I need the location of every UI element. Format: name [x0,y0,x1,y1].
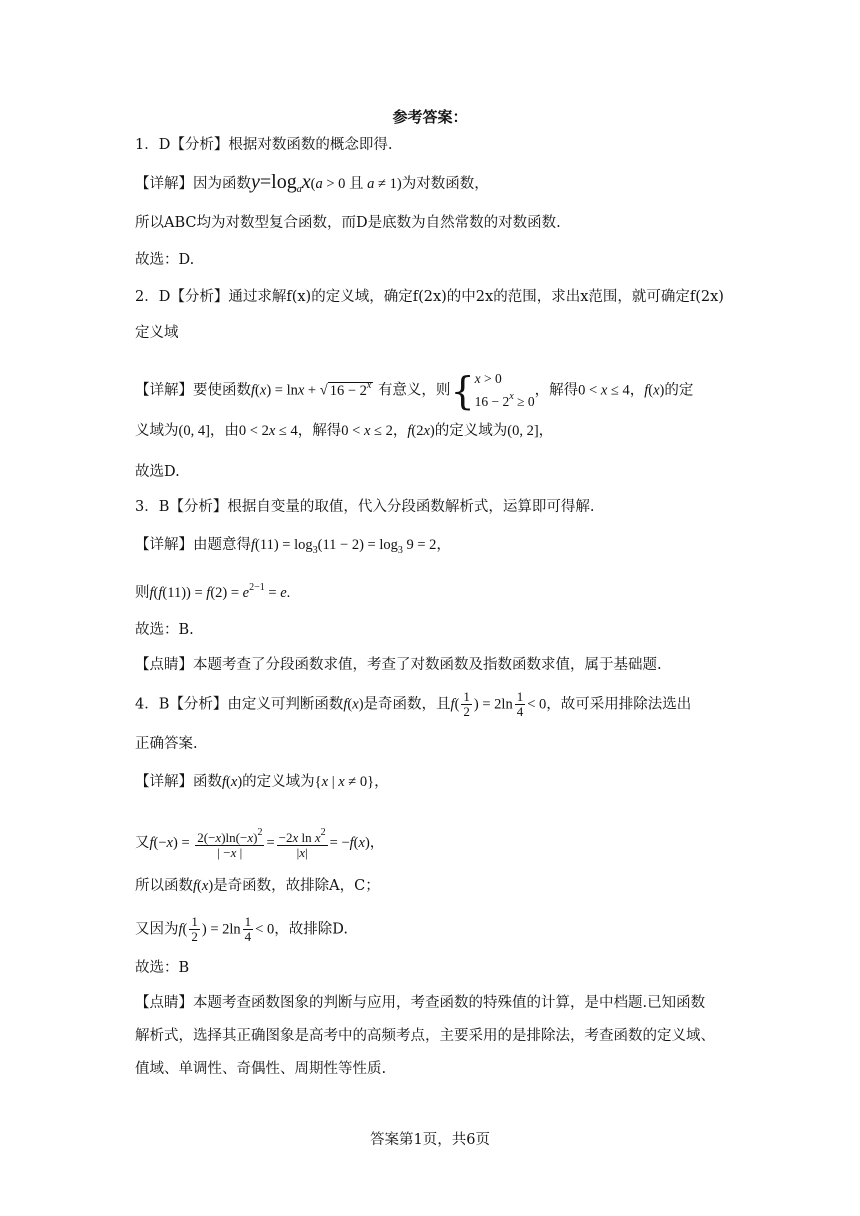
q4-exclude-d: 又因为f( $\frac{1}{2}$ ) = 2ln $\frac{1}{4}$ < 0，故排除D. [135,914,348,944]
q4-comment-1: 【点睛】本题考查函数图象的判断与应用，考查函数的特殊值的计算，是中档题.已知函数 [135,995,706,1011]
page-footer: 答案第1页，共6页 [370,1132,490,1148]
q3-comment: 【点睛】本题考查了分段函数求值，考查了对数函数及指数函数求值，属于基础题. [135,657,662,673]
q2-analysis-1: 2．D【分析】通过求解f(x)的定义域，确定f(2x)的中2x的范围，求出x范围，就可确定f(2x) [135,289,724,305]
q4-odd-proof: 又f(−x) = $\frac{2(-x)\ln(-x)^2}{| -x |}$ = $\frac{-2x \ln x^2}{|x|}$ = −f(x)， [135,827,385,860]
q4-comment-3: 值域、单调性、奇偶性、周期性等性质. [135,1061,387,1077]
q2-analysis-2: 定义域 [135,325,179,341]
q3-analysis: 3．B【分析】根据自变量的取值，代入分段函数解析式，运算即可得解. [135,499,595,515]
q4-odd-conclusion: 所以函数f(x)是奇函数，故排除A，C； [135,878,380,894]
q4-comment-2: 解析式，选择其正确图象是高考中的高频考点，主要采用的是排除法，考查函数的定义域、 [135,1028,715,1044]
q2-detail: 【详解】要使函数f(x) = lnx + √ $16 - 2^x$ 有意义，则{x > 0 $16 - 2^x \ge 0$，解得0 < x ≤ 4，f(x)的定 [135,368,694,413]
q2-answer: 故选D. [135,464,180,480]
q1-detail: 【详解】因为函数$y=\log_ax(a > 0$ 且 a ≠ 1)为对数函数， [135,171,489,195]
q4-detail: 【详解】函数f(x)的定义域为{x | x ≠ 0}， [135,774,389,790]
q3-answer: 故选：B. [135,622,194,638]
q1-analysis: 1．D【分析】根据对数函数的概念即得. [135,137,393,153]
page-title: 参考答案： [392,108,468,126]
q2-detail-2: 义域为(0, 4]，由0 < 2x ≤ 4，解得0 < x ≤ 2，f(2x)的定义域为(0, 2]， [135,423,554,439]
q3-detail: 【详解】由题意得$f(11) = \log_3(11 - 2) = \log_3 9 = 2$， [135,537,451,556]
q4-analysis: 4．B【分析】由定义可判断函数f(x)是奇函数，且f( $\frac{1}{2}$ ) = 2ln $\frac{1}{4}$ < 0，故可采用排除法选出 [135,689,692,719]
q4-answer: 故选：B [135,960,190,976]
q1-answer: 故选：D. [135,252,195,268]
q4-analysis-2: 正确答案. [135,736,198,752]
q1-line3: 所以ABC均为对数型复合函数，而D是底数为自然常数的对数函数. [135,215,561,231]
q3-then: 则$f(f(11)) = f(2) = e^{2-1} = e$. [135,582,291,601]
